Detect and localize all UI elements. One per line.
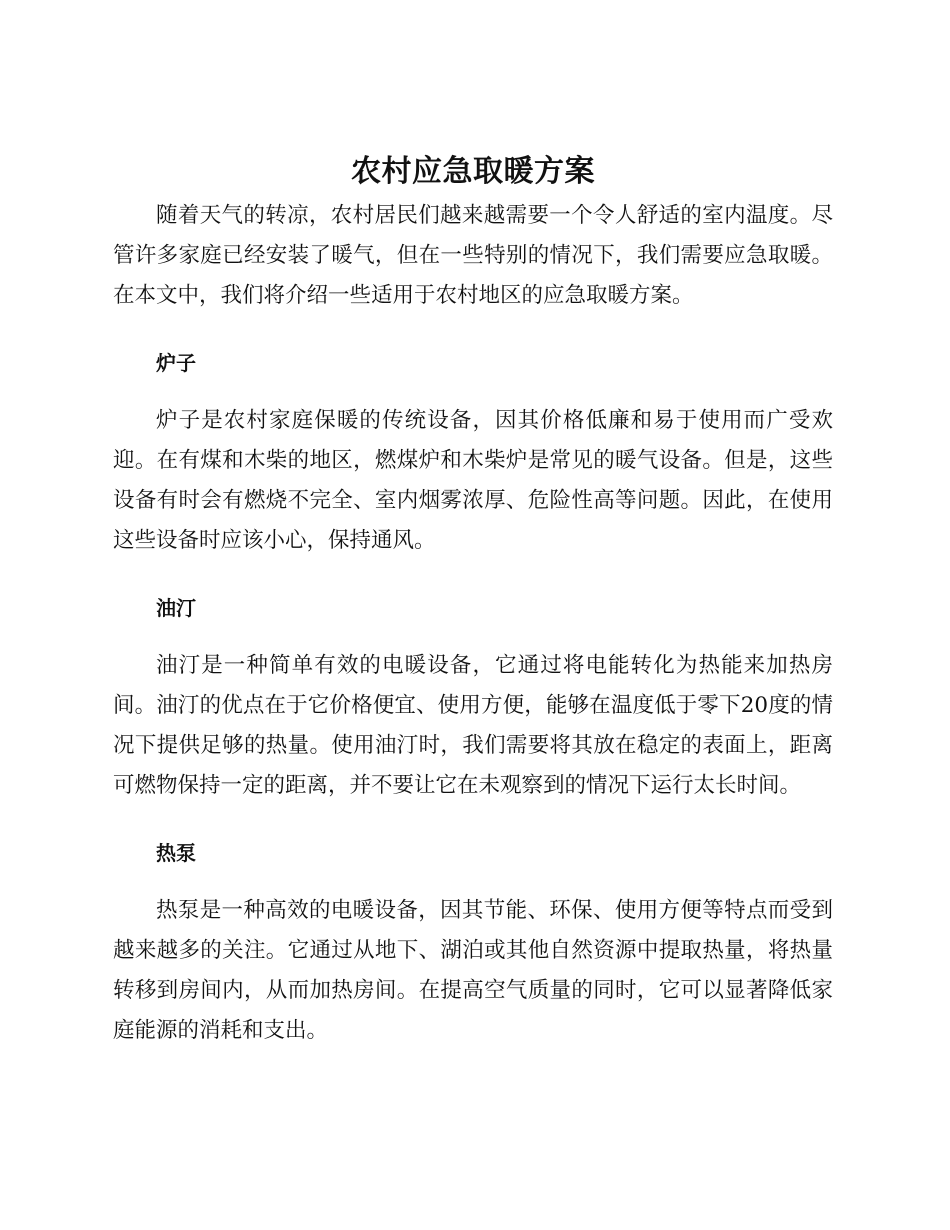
document-title: 农村应急取暖方案 (351, 154, 595, 189)
document-page (113, 150, 833, 1051)
section-body-oil-heater: 油汀是一种简单有效的电暖设备，它通过将电能转化为热能来加热房间。油汀的优点在于它价格便宜、使用方便，能够在温度低于零下20度的情况下提供足够的热量。使用油汀时，我们需要将其放在稳定的表面上，距离可燃物保持一定的距离，并不要让它在未观察到的情况下运行太长时间。 (113, 653, 833, 798)
section-oil-heater (113, 594, 833, 806)
section-heading-oil-heater: 油汀 (156, 596, 196, 620)
section-body-stove: 炉子是农村家庭保暖的传统设备，因其价格低廉和易于使用而广受欢迎。在有煤和木柴的地区，燃煤炉和木柴炉是常见的暖气设备。但是，这些设备有时会有燃烧不完全、室内烟雾浓厚、危险性高等问题。因此，在使用这些设备时应该小心，保持通风。 (113, 408, 833, 553)
section-heat-pump (113, 839, 833, 1051)
intro-paragraph: 随着天气的转凉，农村居民们越来越需要一个令人舒适的室内温度。尽管许多家庭已经安装了暖气，但在一些特别的情况下，我们需要应急取暖。在本文中，我们将介绍一些适用于农村地区的应急取暖方案。 (113, 203, 833, 308)
section-heading-stove: 炉子 (156, 351, 196, 375)
section-body-heat-pump: 热泵是一种高效的电暖设备，因其节能、环保、使用方便等特点而受到越来越多的关注。它通过从地下、湖泊或其他自然资源中提取热量，将热量转移到房间内，从而加热房间。在提高空气质量的同时，它可以显著降低家庭能源的消耗和支出。 (113, 898, 833, 1043)
section-stove (113, 349, 833, 561)
section-heading-heat-pump: 热泵 (156, 841, 196, 865)
